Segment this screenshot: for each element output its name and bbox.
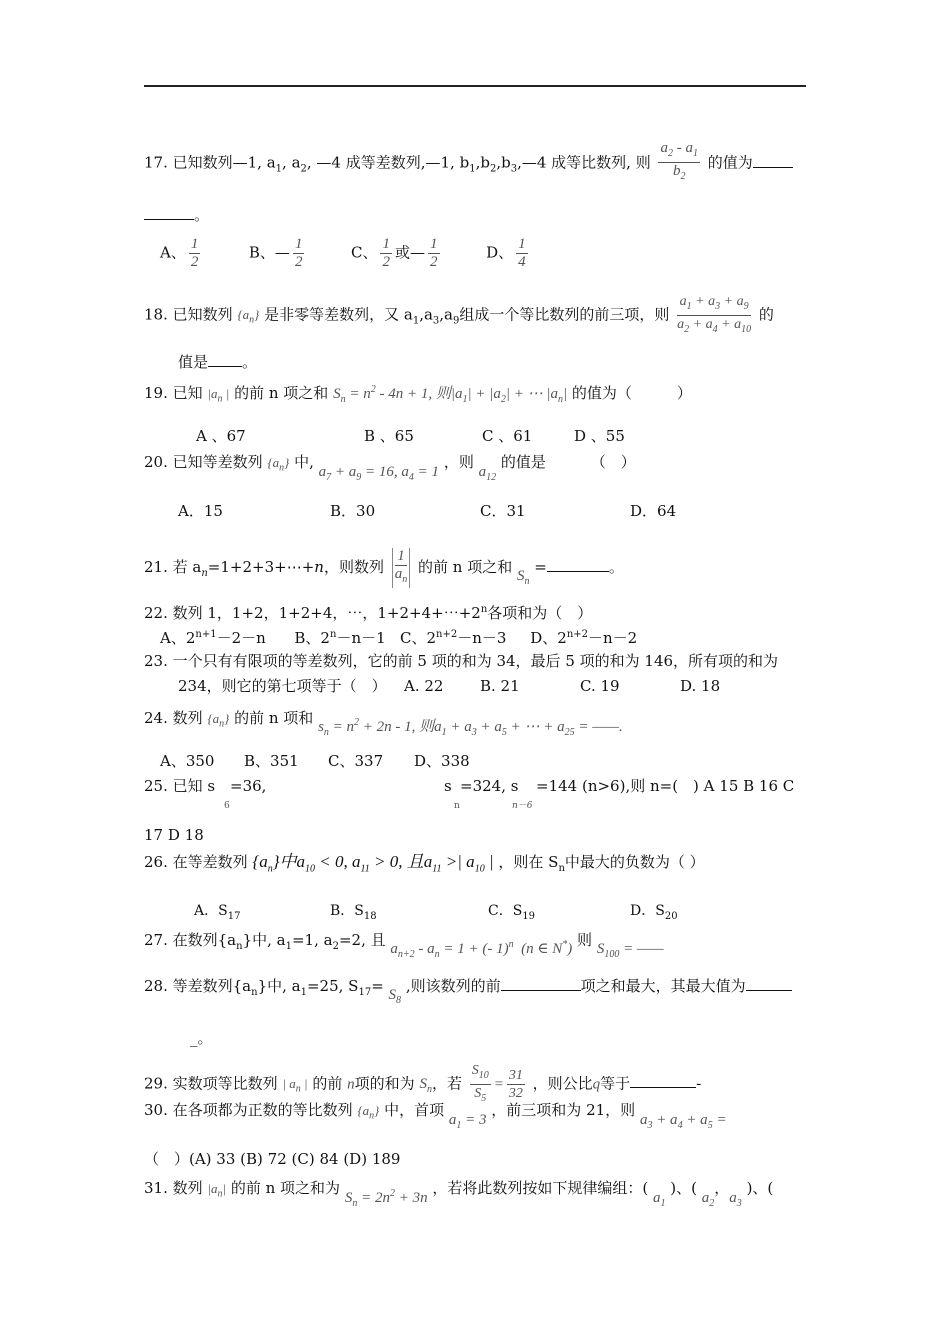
question-26-options: A．$S_{17}$ B．$S_{18}$ C．$S_{19}$ D．$S_{20}$ <box>194 903 678 922</box>
question-17-tail: 。 <box>144 205 209 225</box>
question-19-options: A 、67 B 、65 C 、61 D 、55 <box>196 427 625 445</box>
question-22-options: A、$2^{n+1}-2-n$ B、$2^n-n-1$ C、$2^{n+2}-n-3$ D、$2^{n+2}-n-2$ <box>160 629 638 647</box>
question-17-options: A、 $\frac{1}{2}$ B、— $\frac{1}{2}$ C、 $\frac{1}{2}$ 或— $\frac{1}{2}$ D、 $\frac{1}{4}$ <box>160 236 526 270</box>
question-22: 22. 数列 1，1+2，1+2+4，⋯，$1+2+4+\cdots+2^n$各项和为（ ） <box>144 604 593 622</box>
question-30: 30. 在各项都为正数的等比数列 $\{a_n\}$ 中，首项 $a_1 = 3$ ，前三项和为 21，则 $a_3 + a_4 + a_5$ = <box>144 1101 727 1131</box>
question-29: 29. 实数项等比数列 | $a_n$ | 的前 n项的和为 $S_n$，若 $\frac{S_{10}}{S_5}$ = $\frac{31}{32}$ ，则公比q等于 - <box>144 1063 702 1104</box>
question-26: 26. 在等差数列 $\{a_n\}$中$a_{10} < 0$, $a_{11} > 0$, 且$a_{11}$ >| $a_{10}$ | ，则在 $S_n$中最大的负数为（ ） <box>144 852 705 875</box>
question-18-line2: 值是 。 <box>178 353 258 371</box>
question-25-line2: 17 D 18 <box>144 826 204 844</box>
header-rule <box>144 85 806 87</box>
question-27: 27. 在数列$\{a_n\}$中, $a_1=1$, $a_2=2$, 且 $a_{n+2} - a_n = 1$ + (- 1)$^n$ (n ∈ N*) 则 $S_{100}$ = —— <box>144 931 664 960</box>
question-17: 17. 已知数列—1, $a_1$, $a_2$, —4 成等差数列,—1, $b_1,b_2,b_3,—4$ 成等比数列, 则 $\frac{a_2 - a_1}{b_2}$ 的值为 <box>144 142 793 185</box>
question-30-line2: （ ）(A) 33 (B) 72 (C) 84 (D) 189 <box>144 1150 401 1168</box>
question-23: 23. 一个只有有限项的等差数列，它的前 5 项的和为 34，最后 5 项的和为 146，所有项的和为 <box>144 652 779 670</box>
question-24-options: A、350 B、351 C、337 D、338 <box>160 752 470 770</box>
question-18: 18. 已知数列 $\{a_n\}$ 是非零等差数列，又 $a_1,a_3,a_9$组成一个等比数列的前三项，则 $\frac{a_1 + a_3 + a_9}{a_2 + a_4 + a_{10}}$ 的 <box>144 294 774 335</box>
question-20-options: A．15 B．30 C．31 D．64 <box>178 502 677 520</box>
question-25: 25. 已知 s 6 =36, s n =324, s n－6 =144 (n>6),则 n=( ) A 15 B 16 C <box>144 777 795 811</box>
question-23-line2: 234，则它的第七项等于（ ） A. 22 B. 21 C. 19 D. 18 <box>178 677 721 695</box>
question-31: 31. 数列 $|a_n|$ 的前 n 项之和为 $S_n = 2n^2 + 3n$ ，若将此数列按如下规律编组：( $a_1$ )、( $a_2$，$a_3$ )、( <box>144 1179 774 1209</box>
question-28-line2: _。 <box>190 1029 213 1047</box>
question-28: 28. 等差数列$\{a_n\}$中, $a_1=25$, $S_{17}= S_8$ ,则该数列的前 项之和最大，其最大值为 <box>144 976 792 1003</box>
question-21: 21. 若 $a_n=1+2+3+\cdots+n$，则数列 $\frac{1}{a_n}$ 的前 n 项之和 $S_n$ = 。 <box>144 548 624 587</box>
question-19: 19. 已知 $|a_n$ | 的前 n 项之和 $S_n = n^2 - 4n + 1$, 则$|a_1| + |a_2|$ + ⋯ $|a_n|$ 的值为（ ） <box>144 384 692 405</box>
question-20: 20. 已知等差数列 $\{a_n\}$ 中, $a_7 + a_9 = 16$, $a_4 = 1$ ，则 $a_{12}$ 的值是 （ ） <box>144 453 636 483</box>
question-24: 24. 数列 $\{a_n\}$ 的前 n 项和 $s_n = n^2 + 2n - 1$, 则$a_1 + a_3 + a_5$ + ⋯ + $a_{25}$ = ——. <box>144 709 623 738</box>
fraction-a2-a1-over-b2: $\frac{a_2 - a_1}{b_2}$ <box>660 140 698 182</box>
